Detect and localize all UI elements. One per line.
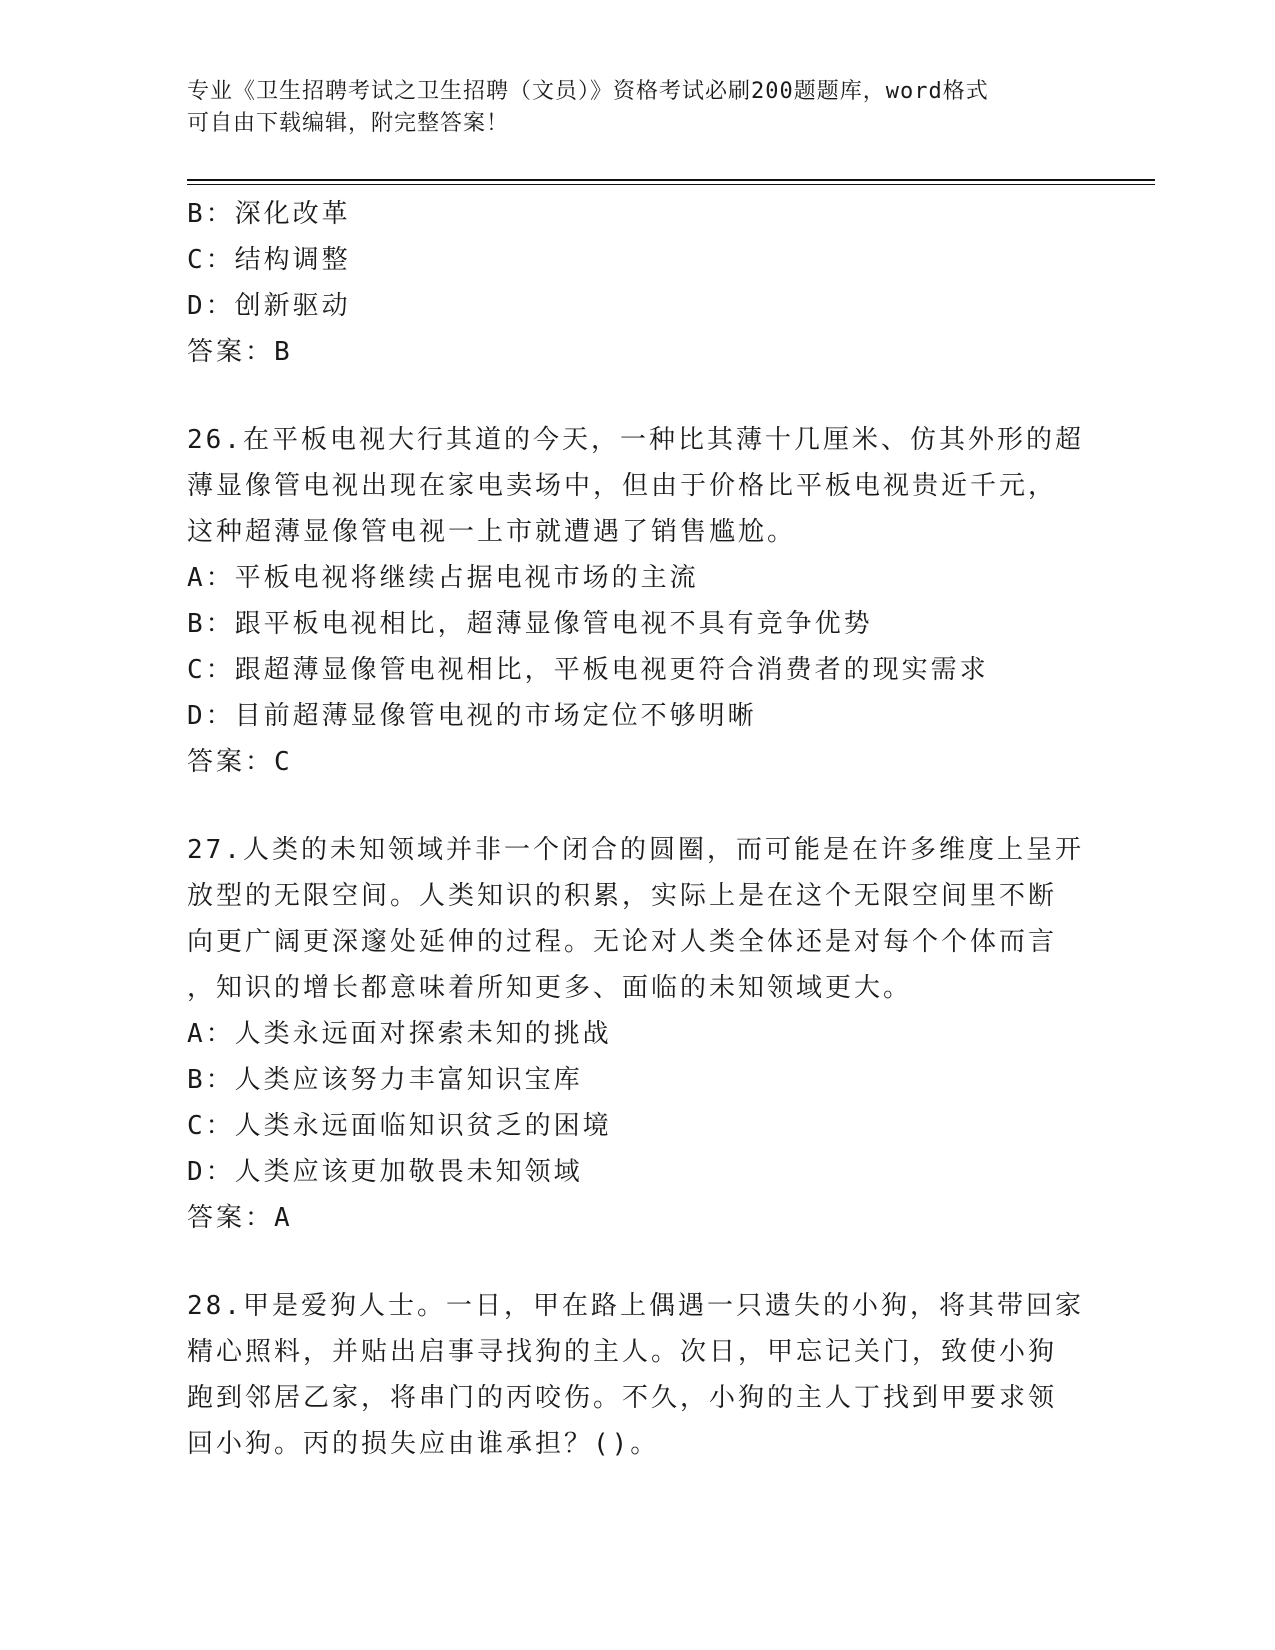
answer-line: 答案：A (187, 1203, 293, 1233)
option-b: B：人类应该努力丰富知识宝库 (187, 1065, 583, 1095)
answer-line: 答案：C (187, 747, 293, 777)
option-d: D：目前超薄显像管电视的市场定位不够明晰 (187, 701, 757, 731)
question-stem-line: 27.人类的未知领域并非一个闭合的圆圈，而可能是在许多维度上呈开 (187, 835, 1084, 865)
question-26 (187, 417, 1087, 785)
question-gap (187, 375, 1087, 417)
question-28 (187, 1283, 1087, 1467)
question-stem-line: 放型的无限空间。人类知识的积累，实际上是在这个无限空间里不断 (187, 881, 1058, 911)
option-c: C：跟超薄显像管电视相比，平板电视更符合消费者的现实需求 (187, 655, 989, 685)
question-gap (187, 1241, 1087, 1283)
question-stem-line: 跑到邻居乙家，将串门的丙咬伤。不久，小狗的主人丁找到甲要求领 (187, 1383, 1058, 1413)
option-a: A：人类永远面对探索未知的挑战 (187, 1019, 612, 1049)
option-b: B：深化改革 (187, 199, 351, 229)
option-d: D：人类应该更加敬畏未知领域 (187, 1157, 583, 1187)
question-27 (187, 827, 1087, 1241)
question-stem-line: 28.甲是爱狗人士。一日，甲在路上偶遇一只遗失的小狗，将其带回家 (187, 1291, 1084, 1321)
header-line-1: 专业《卫生招聘考试之卫生招聘（文员）》资格考试必刷200题题库，word格式 (187, 79, 989, 104)
question-stem-line: 回小狗。丙的损失应由谁承担？()。 (187, 1429, 660, 1459)
option-c: C：人类永远面临知识贫乏的困境 (187, 1111, 612, 1141)
question-25 (187, 191, 1087, 375)
header-divider-thin (187, 184, 1155, 185)
question-stem-line: 这种超薄显像管电视一上市就遭遇了销售尴尬。 (187, 517, 797, 547)
question-stem-line: 薄显像管电视出现在家电卖场中，但由于价格比平板电视贵近千元， (187, 471, 1058, 501)
question-content (187, 191, 1087, 1467)
answer-line: 答案：B (187, 337, 293, 367)
option-d: D：创新驱动 (187, 291, 351, 321)
question-stem-line: 精心照料，并贴出启事寻找狗的主人。次日，甲忘记关门，致使小狗 (187, 1337, 1058, 1367)
option-c: C：结构调整 (187, 245, 351, 275)
header-line-2: 可自由下载编辑，附完整答案！ (187, 111, 510, 136)
question-stem-line: 26.在平板电视大行其道的今天，一种比其薄十几厘米、仿其外形的超 (187, 425, 1084, 455)
option-a: A：平板电视将继续占据电视市场的主流 (187, 563, 699, 593)
header-divider-thick (187, 179, 1155, 181)
document-header (187, 76, 1087, 140)
question-stem-line: 向更广阔更深邃处延伸的过程。无论对人类全体还是对每个个体而言 (187, 927, 1058, 957)
question-gap (187, 785, 1087, 827)
option-b: B：跟平板电视相比，超薄显像管电视不具有竞争优势 (187, 609, 873, 639)
question-stem-line: ，知识的增长都意味着所知更多、面临的未知领域更大。 (187, 973, 913, 1003)
